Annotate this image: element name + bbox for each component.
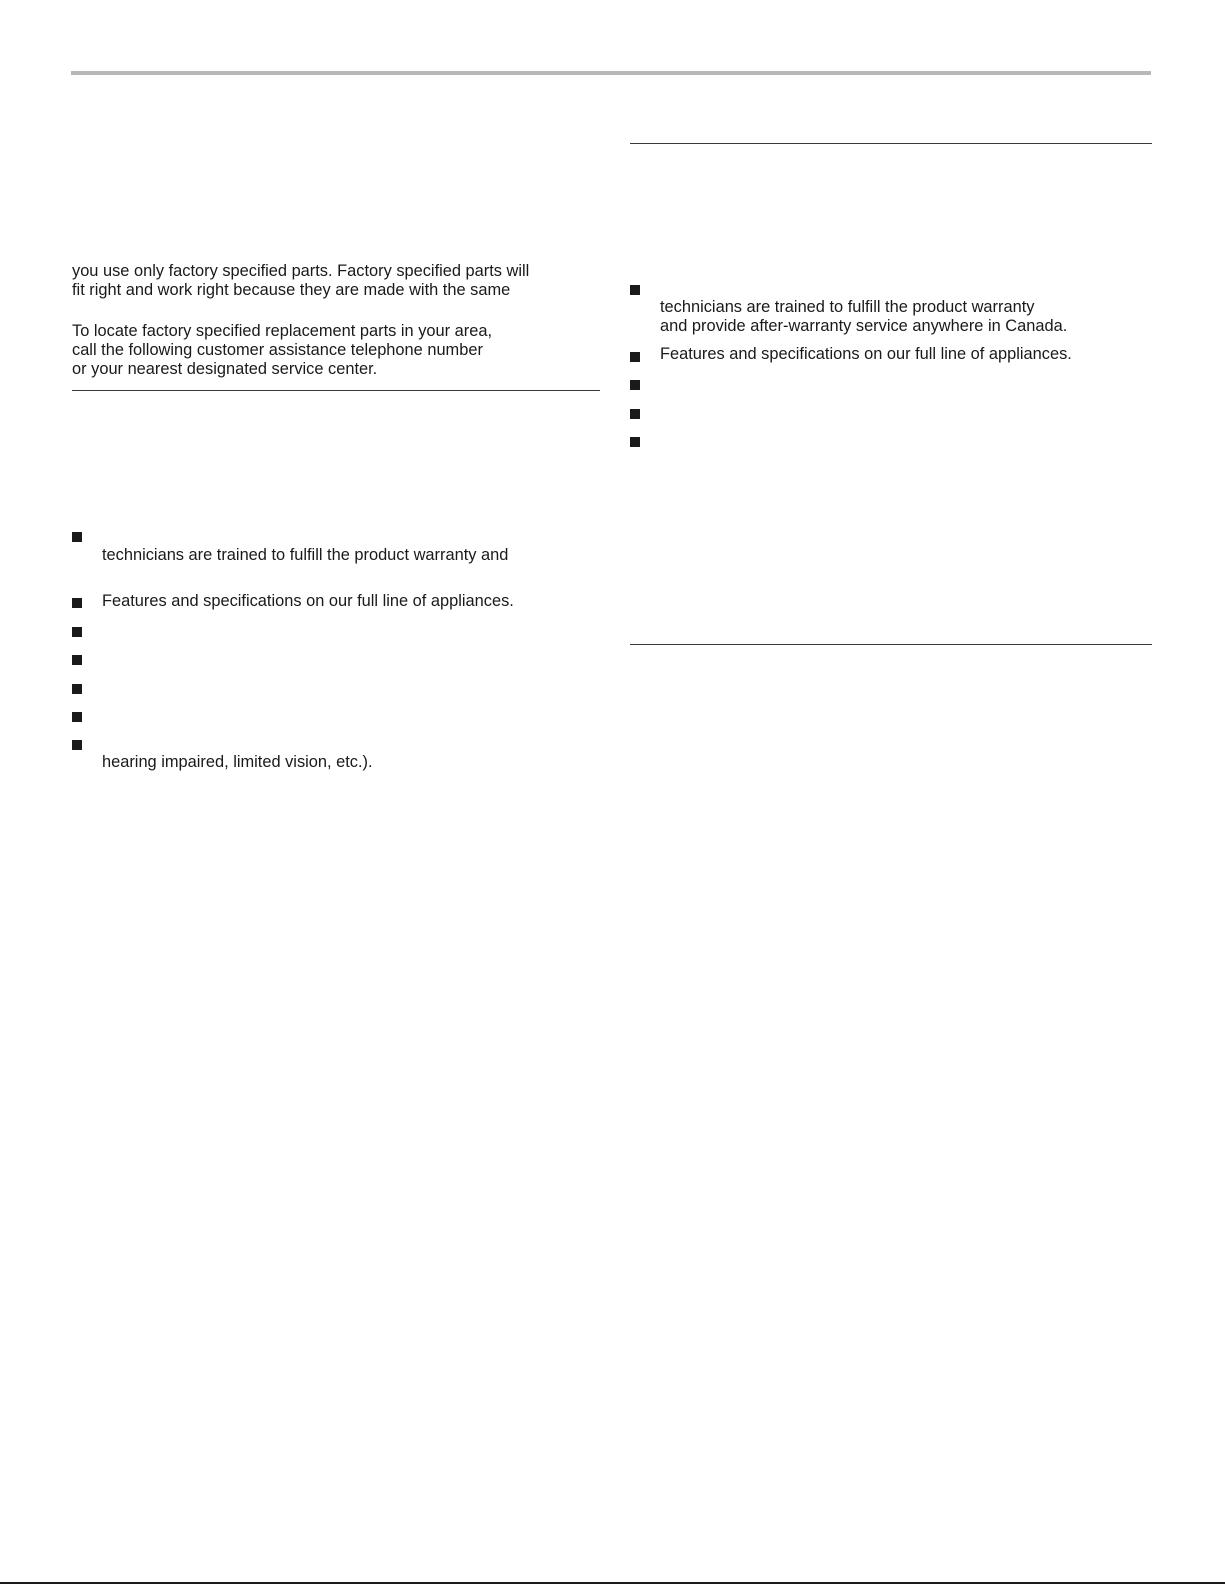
list-item-text: technicians are trained to fulfill the product warranty and <box>102 546 509 564</box>
square-bullet-icon <box>630 285 640 295</box>
square-bullet-icon <box>72 627 82 637</box>
square-bullet-icon <box>72 655 82 665</box>
square-bullet-icon <box>630 380 640 390</box>
section-divider <box>630 143 1152 144</box>
list-item-text: technicians are trained to fulfill the product warranty <box>660 298 1035 316</box>
locate-paragraph-line: To locate factory specified replacement parts in your area, <box>72 322 492 340</box>
square-bullet-icon <box>630 409 640 419</box>
section-divider <box>72 390 600 391</box>
list-item-text: Features and specifications on our full line of appliances. <box>660 345 1072 363</box>
square-bullet-icon <box>72 712 82 722</box>
square-bullet-icon <box>72 598 82 608</box>
list-item-text: and provide after-warranty service anywhere in Canada. <box>660 317 1068 335</box>
list-item-text: hearing impaired, limited vision, etc.). <box>102 753 373 771</box>
top-divider <box>71 71 1151 75</box>
parts-paragraph-line: fit right and work right because they are made with the same <box>72 281 511 299</box>
locate-paragraph-line: call the following customer assistance telephone number <box>72 341 483 359</box>
list-item-text: Features and specifications on our full line of appliances. <box>102 592 514 610</box>
parts-paragraph <box>72 262 529 300</box>
square-bullet-icon <box>72 532 82 542</box>
square-bullet-icon <box>72 684 82 694</box>
page-bottom-edge <box>0 1582 1225 1584</box>
square-bullet-icon <box>630 352 640 362</box>
locate-paragraph <box>72 322 492 379</box>
square-bullet-icon <box>72 740 82 750</box>
square-bullet-icon <box>630 437 640 447</box>
locate-paragraph-line: or your nearest designated service center. <box>72 360 378 378</box>
section-divider <box>630 644 1152 645</box>
parts-paragraph-line: you use only factory specified parts. Factory specified parts will <box>72 262 530 280</box>
